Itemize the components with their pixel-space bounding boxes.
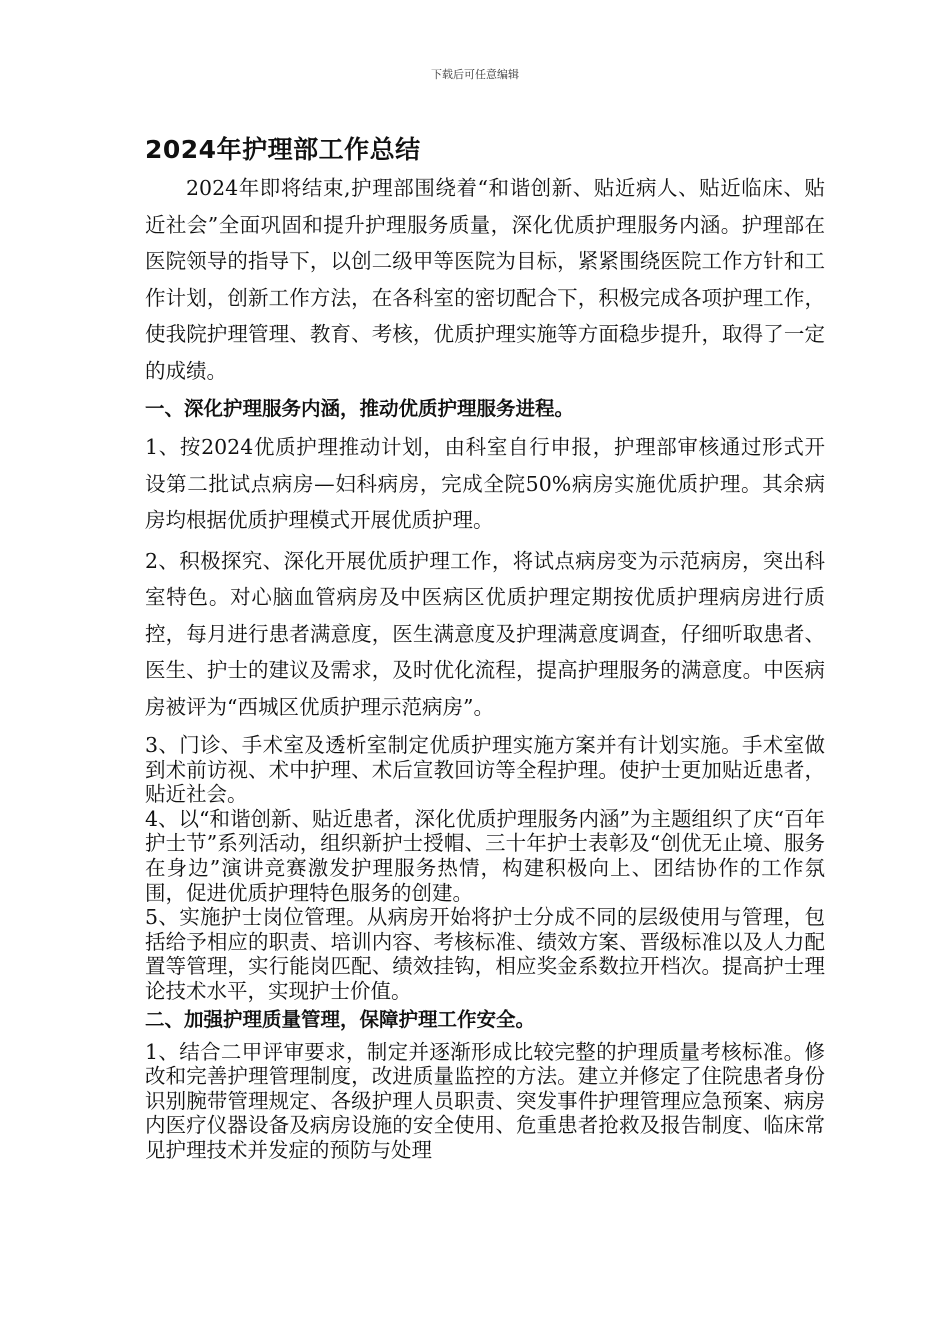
intro-paragraph: 2024年即将结束,护理部围绕着“和谐创新、贴近病人、贴近临床、贴近社会”全面巩固和提升护理服务质量，深化优质护理服务内涵。护理部在医院领导的指导下，以创二级甲等医院为目标，紧紧围绕医院工作方针和工作计划，创新工作方法，在各科室的密切配合下，积极完成各项护理工作，使我院护理管理、教育、考核，优质护理实施等方面稳步提升，取得了一定的成绩。 (145, 176, 825, 383)
section-heading-2: 二、加强护理质量管理，保障护理工作安全。 (145, 1007, 536, 1031)
document-body (145, 130, 825, 1163)
section2-item-1: 1、结合二甲评审要求，制定并逐渐形成比较完整的护理质量考核标准。修改和完善护理管理制度，改进质量监控的方法。建立并修定了住院患者身份识别腕带管理规定、各级护理人员职责、突发事件护理管理应急预案、病房内医疗仪器设备及病房设施的安全使用、危重患者抢救及报告制度、临床常见护理技术并发症的预防与处理 (145, 1039, 825, 1162)
section1-item-2: 2、积极探究、深化开展优质护理工作，将试点病房变为示范病房，突出科室特色。对心脑血管病房及中医病区优质护理定期按优质护理病房进行质控，每月进行患者满意度，医生满意度及护理满意度调查，仔细听取患者、医生、护士的建议及需求，及时优化流程，提高护理服务的满意度。中医病房被评为“西城区优质护理示范病房”。 (145, 548, 825, 719)
document-title: 2024年护理部工作总结 (145, 135, 421, 164)
header-note: 下载后可任意编辑 (431, 68, 519, 81)
section1-item-1: 1、按2024优质护理推动计划，由科室自行申报，护理部审核通过形式开设第二批试点病房—妇科病房，完成全院50%病房实施优质护理。其余病房均根据优质护理模式开展优质护理。 (145, 435, 825, 532)
section1-item-5: 5、实施护士岗位管理。从病房开始将护士分成不同的层级使用与管理，包括给予相应的职责、培训内容、考核标准、绩效方案、晋级标准以及人力配置等管理，实行能岗匹配、绩效挂钩，相应奖金系数拉开档次。提高护士理论技术水平，实现护士价值。 (145, 905, 825, 1003)
section1-item-4: 4、以“和谐创新、贴近患者，深化优质护理服务内涵”为主题组织了庆“百年护士节”系列活动，组织新护士授帽、三十年护士表彰及“创优无止境、服务在身边”演讲竞赛激发护理服务热情，构建积极向上、团结协作的工作氛围，促进优质护理特色服务的创建。 (145, 806, 825, 905)
section1-item-3: 3、门诊、手术室及透析室制定优质护理实施方案并有计划实施。手术室做到术前访视、术中护理、术后宣教回访等全程护理。使护士更加贴近患者，贴近社会。 (145, 733, 825, 807)
section-heading-1: 一、深化护理服务内涵，推动优质护理服务进程。 (145, 397, 575, 420)
